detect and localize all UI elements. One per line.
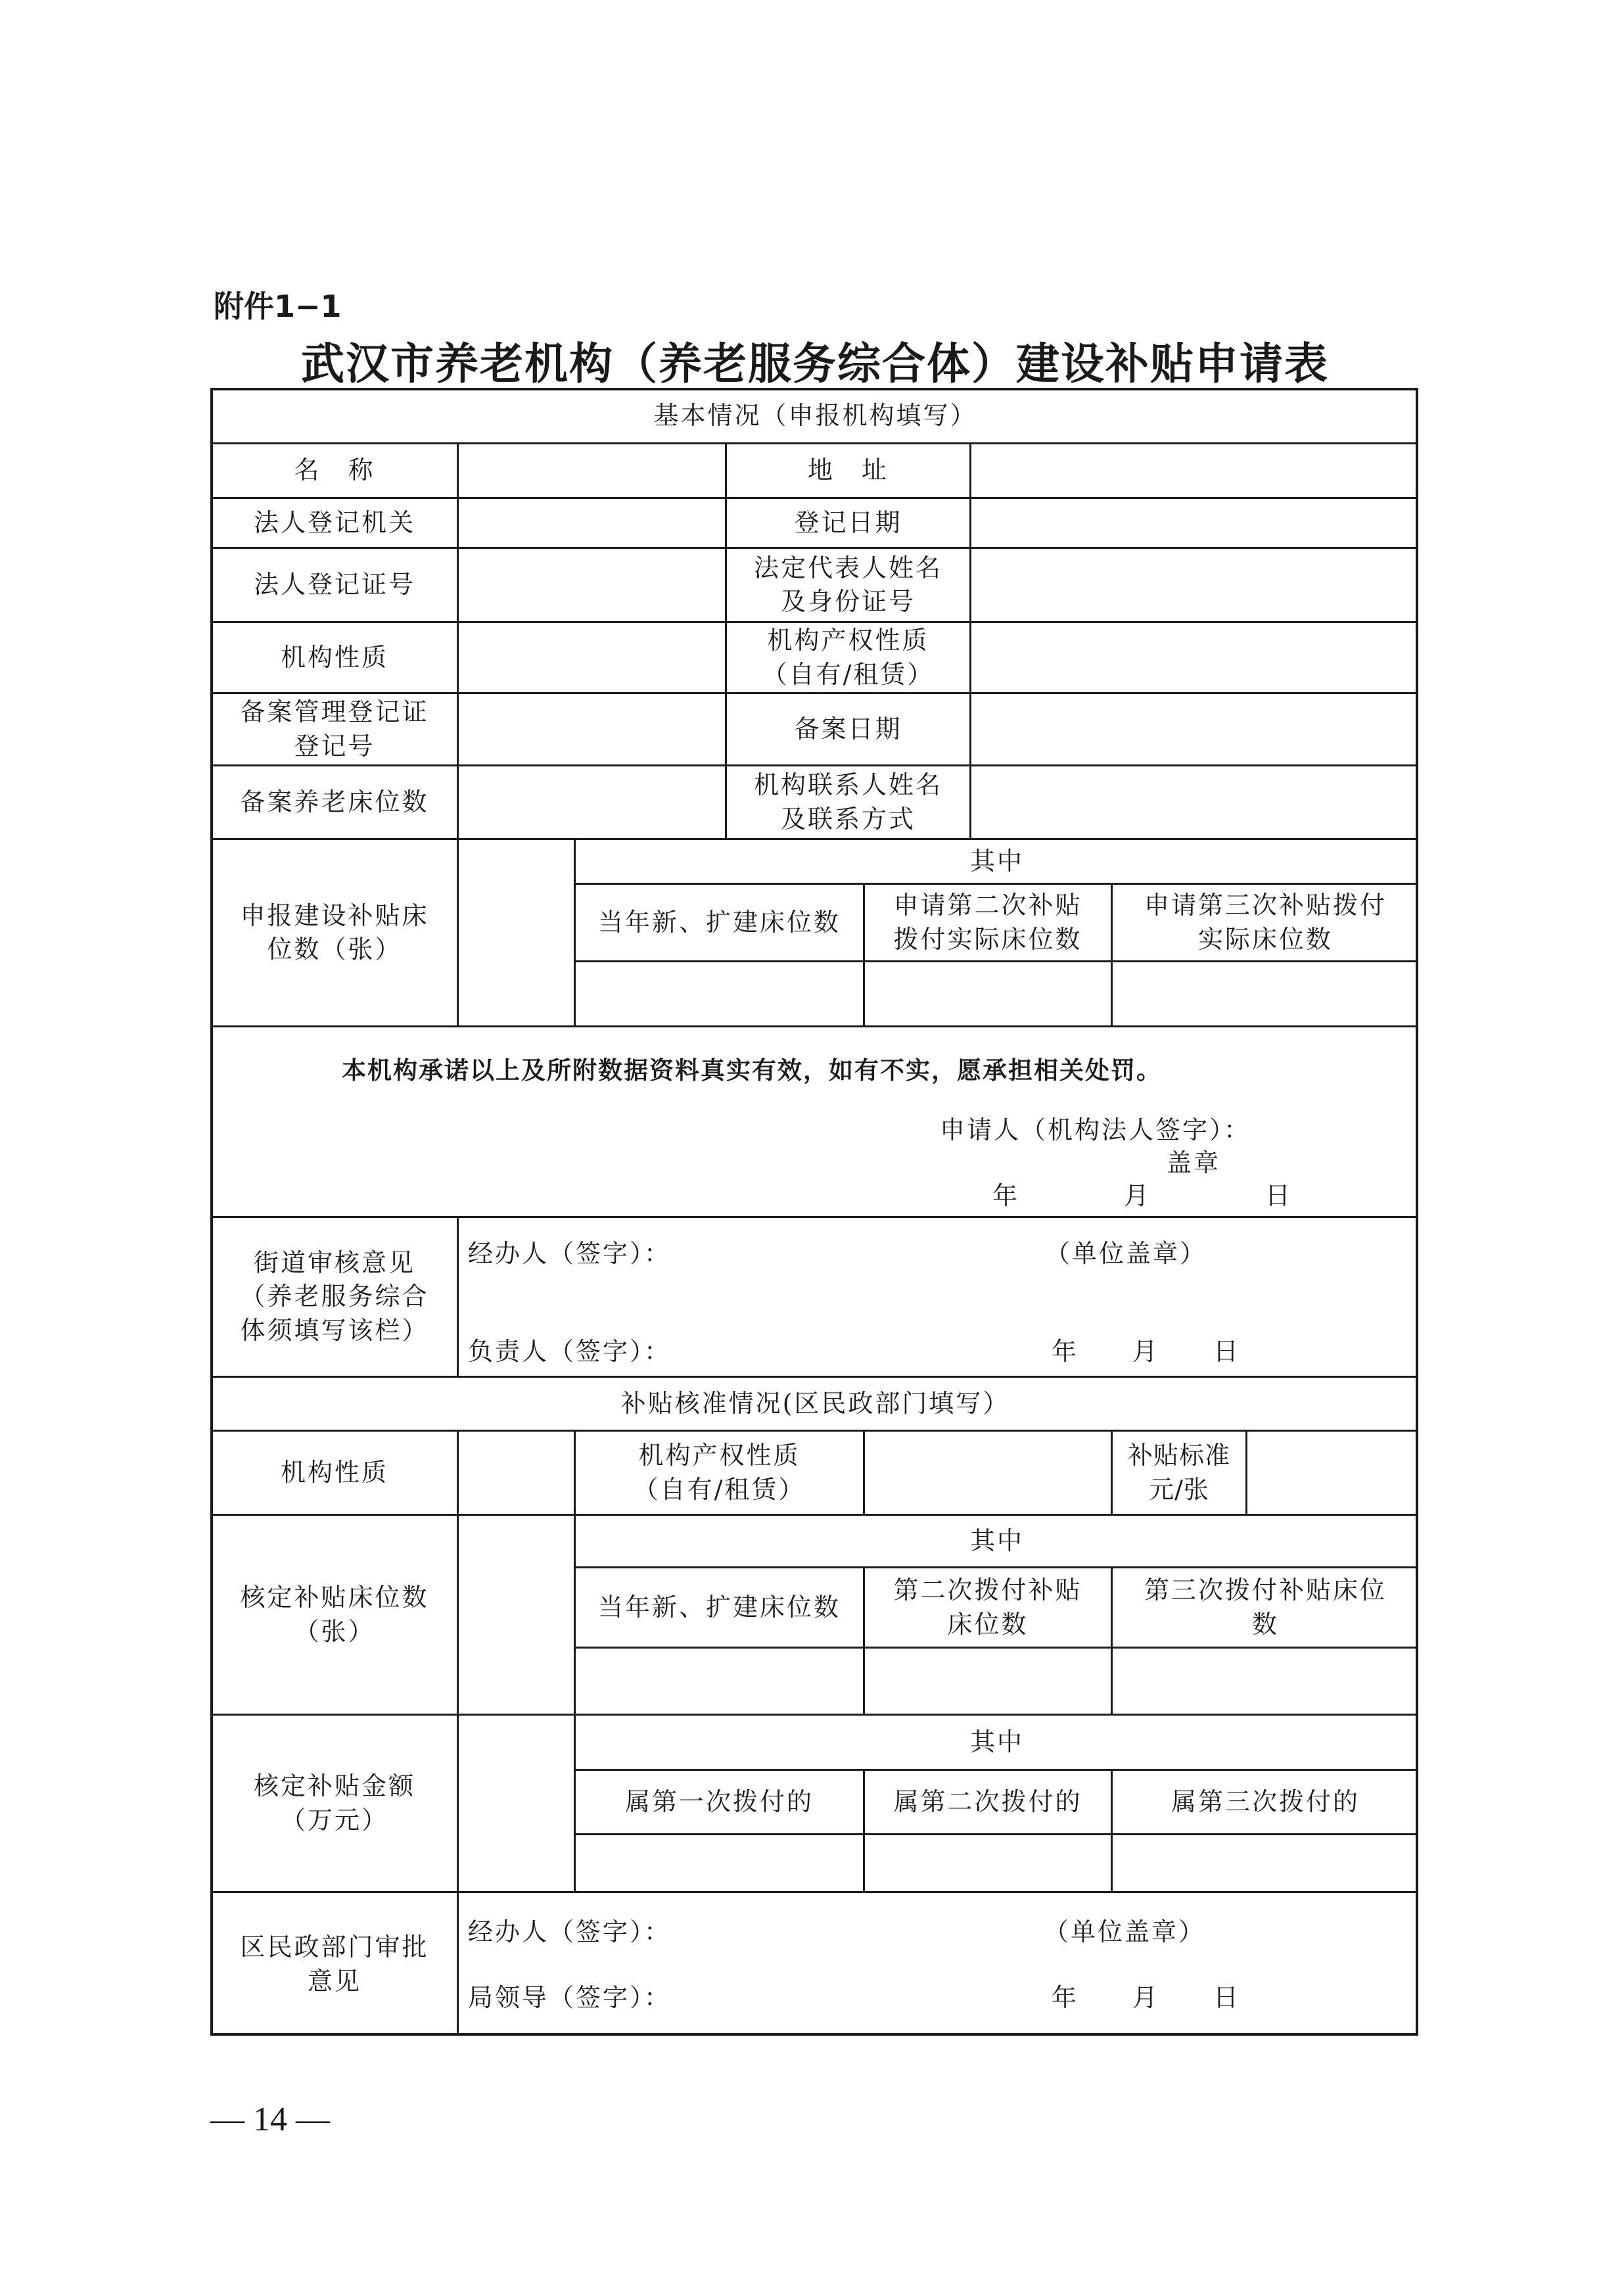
cert-no-label: 法人登记证号 xyxy=(210,547,457,621)
address-field[interactable] xyxy=(969,442,1418,497)
legal-rep-label: 法定代表人姓名 及身份证号 xyxy=(725,547,969,621)
approved-second-beds-label: 第二次拨付补贴 床位数 xyxy=(863,1566,1111,1647)
seal-label: 盖章 xyxy=(1167,1148,1221,1177)
second-payment-label: 属第二次拨付的 xyxy=(863,1769,1111,1833)
attachment-label: 附件1−1 xyxy=(214,289,342,324)
approved-third-beds-label: 第三次拨付补贴床位 数 xyxy=(1111,1566,1418,1647)
promise-month-label: 月 xyxy=(1124,1181,1151,1210)
street-unit-seal-label: （单位盖章） xyxy=(1045,1239,1207,1268)
reg-authority-label: 法人登记机关 xyxy=(210,497,457,547)
district-unit-seal-label: （单位盖章） xyxy=(1044,1917,1206,1946)
subsidy-standard-label: 补贴标准 元/张 xyxy=(1111,1430,1245,1514)
second-payment-field[interactable] xyxy=(863,1833,1111,1891)
page-number: — 14 — xyxy=(210,2101,330,2138)
approved-amount-of-which-label: 其中 xyxy=(574,1714,1418,1769)
nature-label: 机构性质 xyxy=(210,621,457,692)
street-review-label: 街道审核意见 （养老服务综合 体须填写该栏） xyxy=(210,1216,457,1376)
first-payment-field[interactable] xyxy=(574,1833,863,1891)
apply-beds-of-which-label: 其中 xyxy=(574,838,1418,883)
apply-third-beds-field[interactable] xyxy=(1111,960,1418,1025)
reg-date-field[interactable] xyxy=(969,497,1418,547)
applicant-signature-label: 申请人（机构法人签字）： xyxy=(940,1115,1251,1144)
first-payment-label: 属第一次拨付的 xyxy=(574,1769,863,1833)
approved-third-beds-field[interactable] xyxy=(1111,1647,1418,1714)
apply-new-beds-field[interactable] xyxy=(574,960,863,1025)
third-payment-label: 属第三次拨付的 xyxy=(1111,1769,1418,1833)
reg-authority-field[interactable] xyxy=(457,497,725,547)
approved-amount-label: 核定补贴金额 （万元） xyxy=(210,1714,457,1891)
promise-statement: 本机构承诺以上及所附数据资料真实有效，如有不实，愿承担相关处罚。 xyxy=(342,1056,1162,1085)
district-approval-label: 区民政部门审批 意见 xyxy=(210,1891,457,2036)
third-payment-field[interactable] xyxy=(1111,1833,1418,1891)
filing-beds-label: 备案养老床位数 xyxy=(210,764,457,838)
filing-cert-field[interactable] xyxy=(457,692,725,764)
cert-no-field[interactable] xyxy=(457,547,725,621)
street-handler-label: 经办人（签字）： xyxy=(468,1239,672,1268)
promise-day-label: 日 xyxy=(1265,1181,1293,1210)
filing-date-label: 备案日期 xyxy=(725,692,969,764)
nature-field[interactable] xyxy=(457,621,725,692)
approval-property-label: 机构产权性质 （自有/租赁） xyxy=(574,1430,863,1514)
filing-cert-label: 备案管理登记证 登记号 xyxy=(210,692,457,764)
promise-year-label: 年 xyxy=(992,1181,1020,1210)
name-label: 名 称 xyxy=(210,442,457,497)
approved-second-beds-field[interactable] xyxy=(863,1647,1111,1714)
reg-date-label: 登记日期 xyxy=(725,497,969,547)
basic-section-header: 基本情况（申报机构填写） xyxy=(210,388,1418,442)
approved-new-beds-field[interactable] xyxy=(574,1647,863,1714)
property-field[interactable] xyxy=(969,621,1418,692)
approved-beds-label: 核定补贴床位数 （张） xyxy=(210,1514,457,1714)
subsidy-standard-field[interactable] xyxy=(1245,1430,1418,1514)
filing-beds-field[interactable] xyxy=(457,764,725,838)
address-label: 地 址 xyxy=(725,442,969,497)
apply-second-beds-field[interactable] xyxy=(863,960,1111,1025)
contact-field[interactable] xyxy=(969,764,1418,838)
approval-nature-label: 机构性质 xyxy=(210,1430,457,1514)
approval-nature-field[interactable] xyxy=(457,1430,574,1514)
apply-second-beds-label: 申请第二次补贴 拨付实际床位数 xyxy=(863,883,1111,960)
apply-third-beds-label: 申请第三次补贴拨付 实际床位数 xyxy=(1111,883,1418,960)
street-leader-label: 负责人（签字）： xyxy=(468,1337,672,1366)
apply-beds-label: 申报建设补贴床 位数（张） xyxy=(210,838,457,1025)
approved-new-beds-label: 当年新、扩建床位数 xyxy=(574,1566,863,1647)
apply-beds-total-field[interactable] xyxy=(457,838,574,1025)
approval-property-field[interactable] xyxy=(863,1430,1111,1514)
approved-beds-of-which-label: 其中 xyxy=(574,1514,1418,1566)
filing-date-field[interactable] xyxy=(969,692,1418,764)
name-field[interactable] xyxy=(457,442,725,497)
apply-new-beds-label: 当年新、扩建床位数 xyxy=(574,883,863,960)
district-handler-label: 经办人（签字）： xyxy=(468,1917,672,1946)
approval-section-header: 补贴核准情况(区民政部门填写） xyxy=(210,1376,1418,1430)
approved-beds-total-field[interactable] xyxy=(457,1514,574,1714)
district-leader-label: 局领导（签字）： xyxy=(468,1983,672,2012)
contact-label: 机构联系人姓名 及联系方式 xyxy=(725,764,969,838)
approved-amount-total-field[interactable] xyxy=(457,1714,574,1891)
property-label: 机构产权性质 （自有/租赁） xyxy=(725,621,969,692)
street-date-label: 年 月 日 xyxy=(1052,1337,1241,1366)
legal-rep-field[interactable] xyxy=(969,547,1418,621)
district-date-label: 年 月 日 xyxy=(1052,1983,1241,2012)
form-title: 武汉市养老机构（养老服务综合体）建设补贴申请表 xyxy=(301,338,1329,389)
